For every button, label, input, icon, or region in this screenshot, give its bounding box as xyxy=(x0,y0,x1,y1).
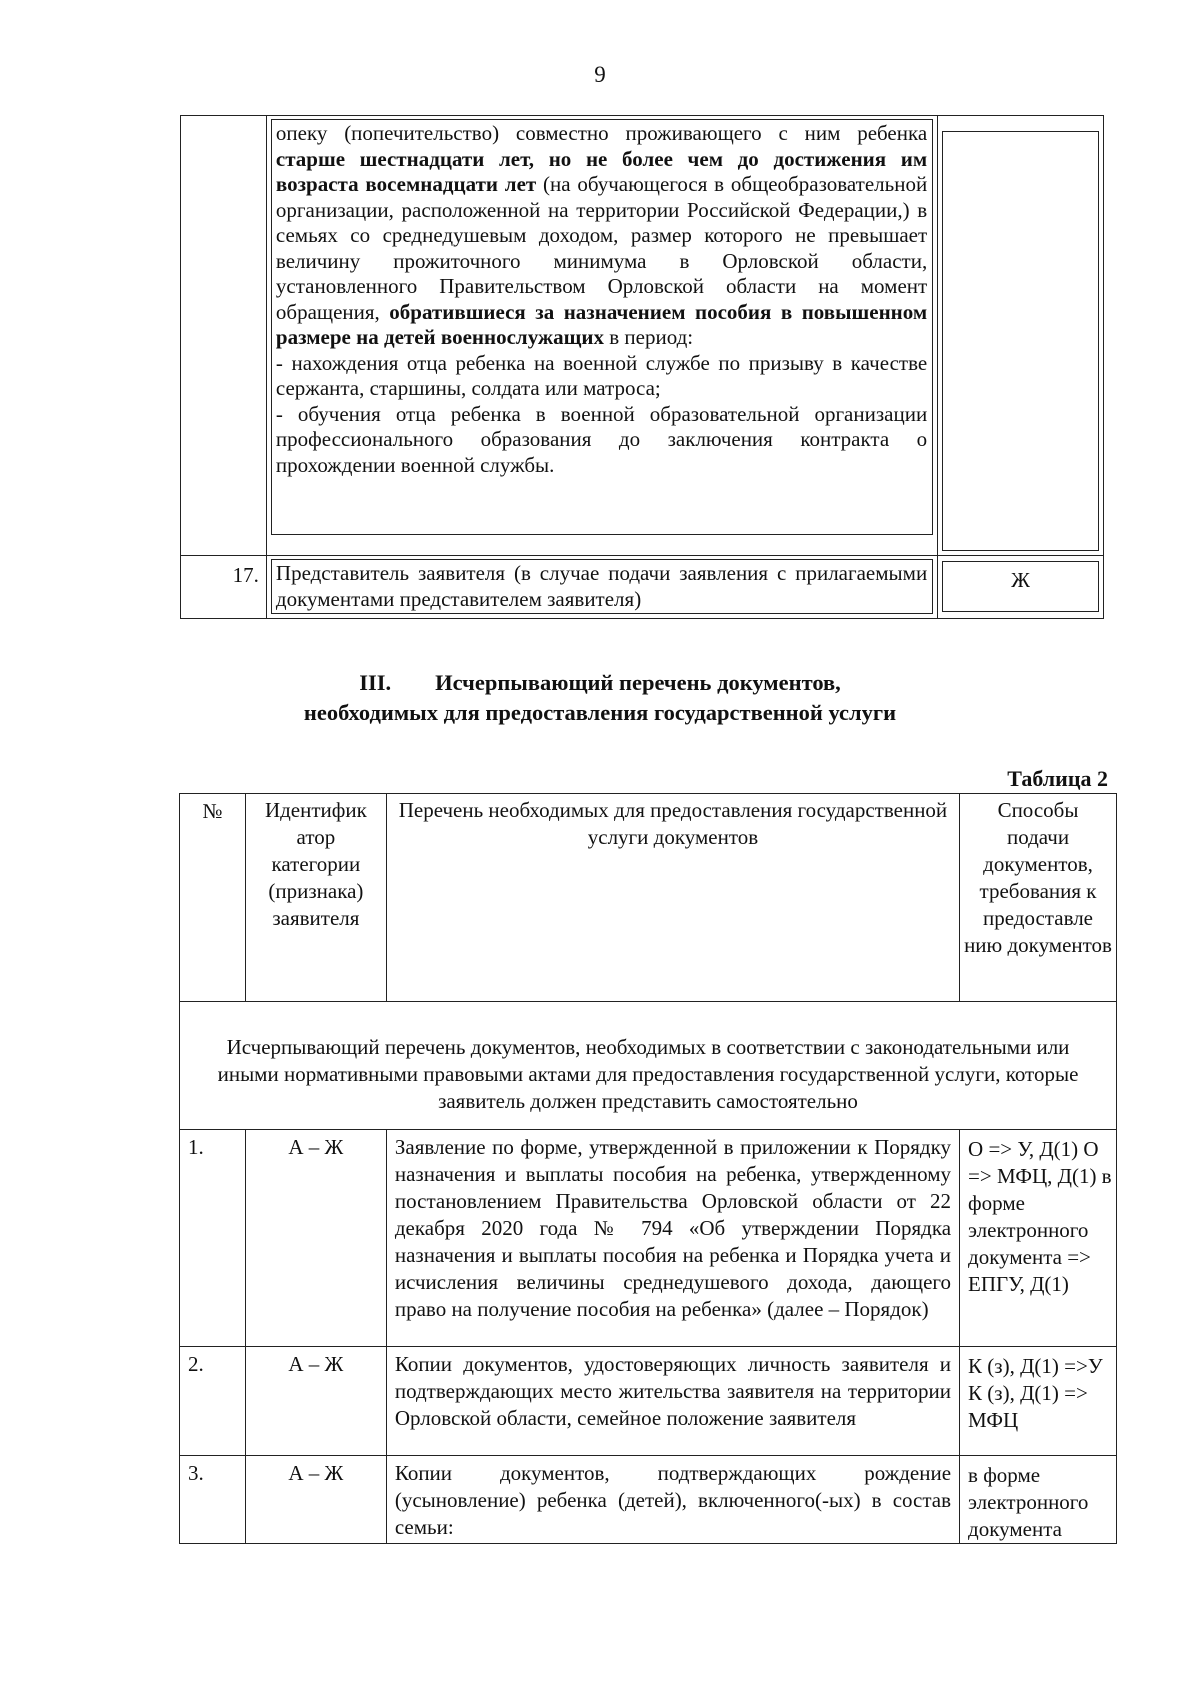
category-code-cell: Ж xyxy=(938,556,1104,619)
category-description-cell xyxy=(266,116,937,556)
row-identifier: А – Ж xyxy=(245,1347,386,1456)
table-row xyxy=(181,116,1104,556)
header-identifier: Идентифик атор категории (признака) заявителя xyxy=(245,794,386,1002)
category-paragraph: - нахождения отца ребенка на военной службе по призыву в качестве сержанта, старшины, солдата или матроса; xyxy=(275,350,928,400)
section-title-line-1: Исчерпывающий перечень документов, xyxy=(435,670,841,695)
section-title-line-2: необходимых для предоставления государственной услуги xyxy=(303,700,897,725)
section-roman-numeral: III. xyxy=(359,670,392,695)
applicant-categories-table xyxy=(180,115,1104,619)
row-number-cell: 17. xyxy=(181,556,267,619)
category-description-cell: Представитель заявителя (в случае подачи заявления с прилагаемыми документами представителем заявителя) xyxy=(266,556,937,619)
row-document: Копии документов, удостоверяющих личность заявителя и подтверждающих место жительства заявителя на территории Орловской области, семейное положение заявителя xyxy=(386,1347,959,1456)
row-identifier: А – Ж xyxy=(245,1130,386,1347)
table-header-row xyxy=(180,794,1117,1002)
table-row xyxy=(180,1456,1117,1544)
row-number: 2. xyxy=(180,1347,246,1456)
row-document: Копии документов, подтверждающих рождение (усыновление) ребенка (детей), включенного(-ых) в состав семьи: xyxy=(386,1456,959,1544)
row-document: Заявление по форме, утвержденной в приложении к Порядку назначения и выплаты пособия на ребенка, утвержденному постановлением Правительства Орловской области от 22 декабря 2020 года № 794 «Об утверждении Порядка назначения и выплаты пособия на ребенка и Порядка учета и исчисления величины среднедушевого дохода, дающего право на получение пособия на ребенка» (далее – Порядок) xyxy=(386,1130,959,1347)
header-document-list: Перечень необходимых для предоставления государственной услуги документов xyxy=(386,794,959,1002)
header-number: № xyxy=(180,794,246,1002)
page-number: 9 xyxy=(594,62,606,87)
header-submission-ways: Способы подачи документов, требования к предоставле нию документов xyxy=(960,794,1117,1002)
documents-table xyxy=(179,793,1117,1544)
row-submission-ways: К (з), Д(1) =>У К (з), Д(1) => МФЦ xyxy=(960,1347,1117,1456)
section-row-text: Исчерпывающий перечень документов, необходимых в соответствии с законодательными или иными нормативными правовыми актами для предоставления государственной услуги, которые заявитель должен представить самостоятельно xyxy=(180,1002,1117,1130)
category-code-cell xyxy=(938,116,1104,556)
category-paragraph: - обучения отца ребенка в военной образовательной организации профессионального образования до заключения контракта о прохождении военной службы. xyxy=(275,401,928,477)
row-submission-ways: в форме электронного документа xyxy=(960,1456,1117,1544)
row-identifier: А – Ж xyxy=(245,1456,386,1544)
table-caption: Таблица 2 xyxy=(1007,766,1108,791)
table-row xyxy=(180,1130,1117,1347)
row-submission-ways: О => У, Д(1) О => МФЦ, Д(1) в форме электронного документа => ЕПГУ, Д(1) xyxy=(960,1130,1117,1347)
row-number-cell xyxy=(181,116,267,556)
row-number: 1. xyxy=(180,1130,246,1347)
table-row xyxy=(181,556,1104,619)
table-row xyxy=(180,1347,1117,1456)
section-heading xyxy=(0,668,1200,728)
category-paragraph: опеку (попечительство) совместно проживающего с ним ребенка старше шестнадцати лет, но не более чем до достижения им возраста восемнадцати лет (на обучающегося в общеобразовательной организации, расположенной на территории Российской Федерации,) в семьях со среднедушевым доходом, размер которого не превышает величину прожиточного минимума в Орловской области, установленного Правительством Орловской области на момент обращения, обратившиеся за назначением пособия в повышенном размере на детей военнослужащих в период: xyxy=(275,121,928,349)
table-section-row xyxy=(180,1002,1117,1130)
row-number: 3. xyxy=(180,1456,246,1544)
